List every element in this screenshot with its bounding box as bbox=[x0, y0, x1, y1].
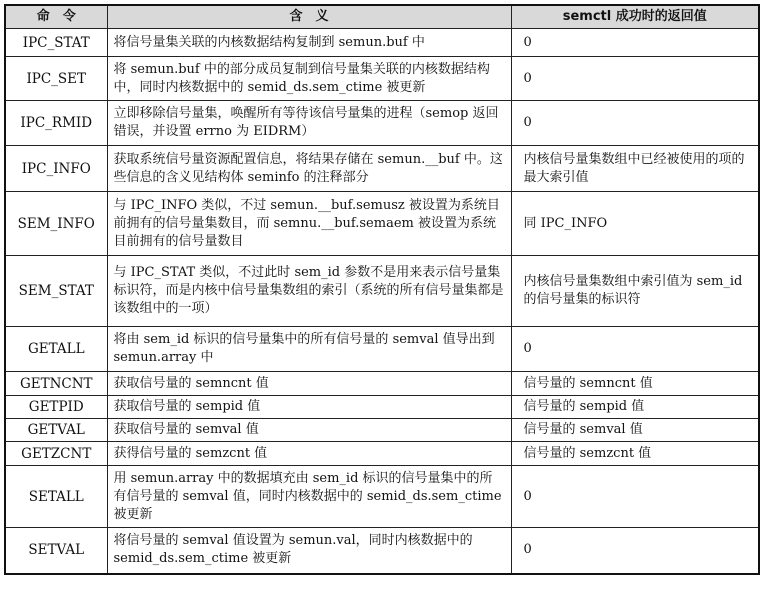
return-cell: 内核信号量集数组中索引值为 sem_id 的信号量集的标识符 bbox=[511, 256, 759, 327]
command-cell: SEM_STAT bbox=[5, 256, 107, 327]
return-cell: 信号量的 semncnt 值 bbox=[511, 372, 759, 396]
semctl-commands-table bbox=[4, 4, 760, 575]
command-cell: IPC_STAT bbox=[5, 29, 107, 57]
meaning-cell: 将由 sem_id 标识的信号量集中的所有信号量的 semval 值导出到 semun.array 中 bbox=[107, 327, 511, 372]
meaning-cell: 立即移除信号量集，唤醒所有等待该信号量集的进程（semop 返回错误，并设置 errno 为 EIDRM） bbox=[107, 101, 511, 146]
meaning-cell: 用 semun.array 中的数据填充由 sem_id 标识的信号量集中的所有信号量的 semval 值，同时内核数据中的 semid_ds.sem_ctime 被更新 bbox=[107, 466, 511, 528]
table-row bbox=[5, 101, 759, 146]
command-cell: GETVAL bbox=[5, 419, 107, 442]
table-row bbox=[5, 146, 759, 192]
table-row bbox=[5, 419, 759, 442]
table-row bbox=[5, 466, 759, 528]
header-command: 命 令 bbox=[5, 5, 107, 29]
table-row bbox=[5, 29, 759, 57]
command-cell: SEM_INFO bbox=[5, 192, 107, 256]
table-row bbox=[5, 327, 759, 372]
header-return-value: semctl 成功时的返回值 bbox=[511, 5, 759, 29]
return-cell: 0 bbox=[511, 101, 759, 146]
semctl-commands-table-wrapper bbox=[4, 4, 758, 575]
meaning-cell: 将 semun.buf 中的部分成员复制到信号量集关联的内核数据结构中，同时内核数据中的 semid_ds.sem_ctime 被更新 bbox=[107, 57, 511, 101]
meaning-cell: 与 IPC_INFO 类似，不过 semun.__buf.semusz 被设置为系统目前拥有的信号量集数目，而 semnu.__buf.semaem 被设置为系统目前拥有的信号量数目 bbox=[107, 192, 511, 256]
command-cell: IPC_INFO bbox=[5, 146, 107, 192]
return-cell: 信号量的 sempid 值 bbox=[511, 396, 759, 419]
table-row bbox=[5, 57, 759, 101]
command-cell: IPC_RMID bbox=[5, 101, 107, 146]
command-cell: SETALL bbox=[5, 466, 107, 528]
table-row bbox=[5, 442, 759, 466]
meaning-cell: 获取信号量的 semncnt 值 bbox=[107, 372, 511, 396]
header-meaning: 含 义 bbox=[107, 5, 511, 29]
return-cell: 同 IPC_INFO bbox=[511, 192, 759, 256]
return-cell: 0 bbox=[511, 327, 759, 372]
meaning-cell: 获得信号量的 semzcnt 值 bbox=[107, 442, 511, 466]
table-row bbox=[5, 256, 759, 327]
return-cell: 0 bbox=[511, 57, 759, 101]
return-cell: 0 bbox=[511, 29, 759, 57]
command-cell: IPC_SET bbox=[5, 57, 107, 101]
meaning-cell: 获取信号量的 sempid 值 bbox=[107, 396, 511, 419]
meaning-cell: 将信号量集关联的内核数据结构复制到 semun.buf 中 bbox=[107, 29, 511, 57]
table-row bbox=[5, 396, 759, 419]
meaning-cell: 获取信号量的 semval 值 bbox=[107, 419, 511, 442]
return-cell: 内核信号量集数组中已经被使用的项的最大索引值 bbox=[511, 146, 759, 192]
command-cell: GETNCNT bbox=[5, 372, 107, 396]
return-cell: 信号量的 semval 值 bbox=[511, 419, 759, 442]
command-cell: GETALL bbox=[5, 327, 107, 372]
command-cell: SETVAL bbox=[5, 528, 107, 574]
meaning-cell: 将信号量的 semval 值设置为 semun.val，同时内核数据中的 semid_ds.sem_ctime 被更新 bbox=[107, 528, 511, 574]
command-cell: GETZCNT bbox=[5, 442, 107, 466]
table-row bbox=[5, 192, 759, 256]
meaning-cell: 获取系统信号量资源配置信息，将结果存储在 semun.__buf 中。这些信息的含义见结构体 seminfo 的注释部分 bbox=[107, 146, 511, 192]
table-row bbox=[5, 372, 759, 396]
command-cell: GETPID bbox=[5, 396, 107, 419]
return-cell: 信号量的 semzcnt 值 bbox=[511, 442, 759, 466]
table-row bbox=[5, 528, 759, 574]
return-cell: 0 bbox=[511, 466, 759, 528]
return-cell: 0 bbox=[511, 528, 759, 574]
table-header-row bbox=[5, 5, 759, 29]
meaning-cell: 与 IPC_STAT 类似，不过此时 sem_id 参数不是用来表示信号量集标识符，而是内核中信号量集数组的索引（系统的所有信号量集都是该数组中的一项） bbox=[107, 256, 511, 327]
